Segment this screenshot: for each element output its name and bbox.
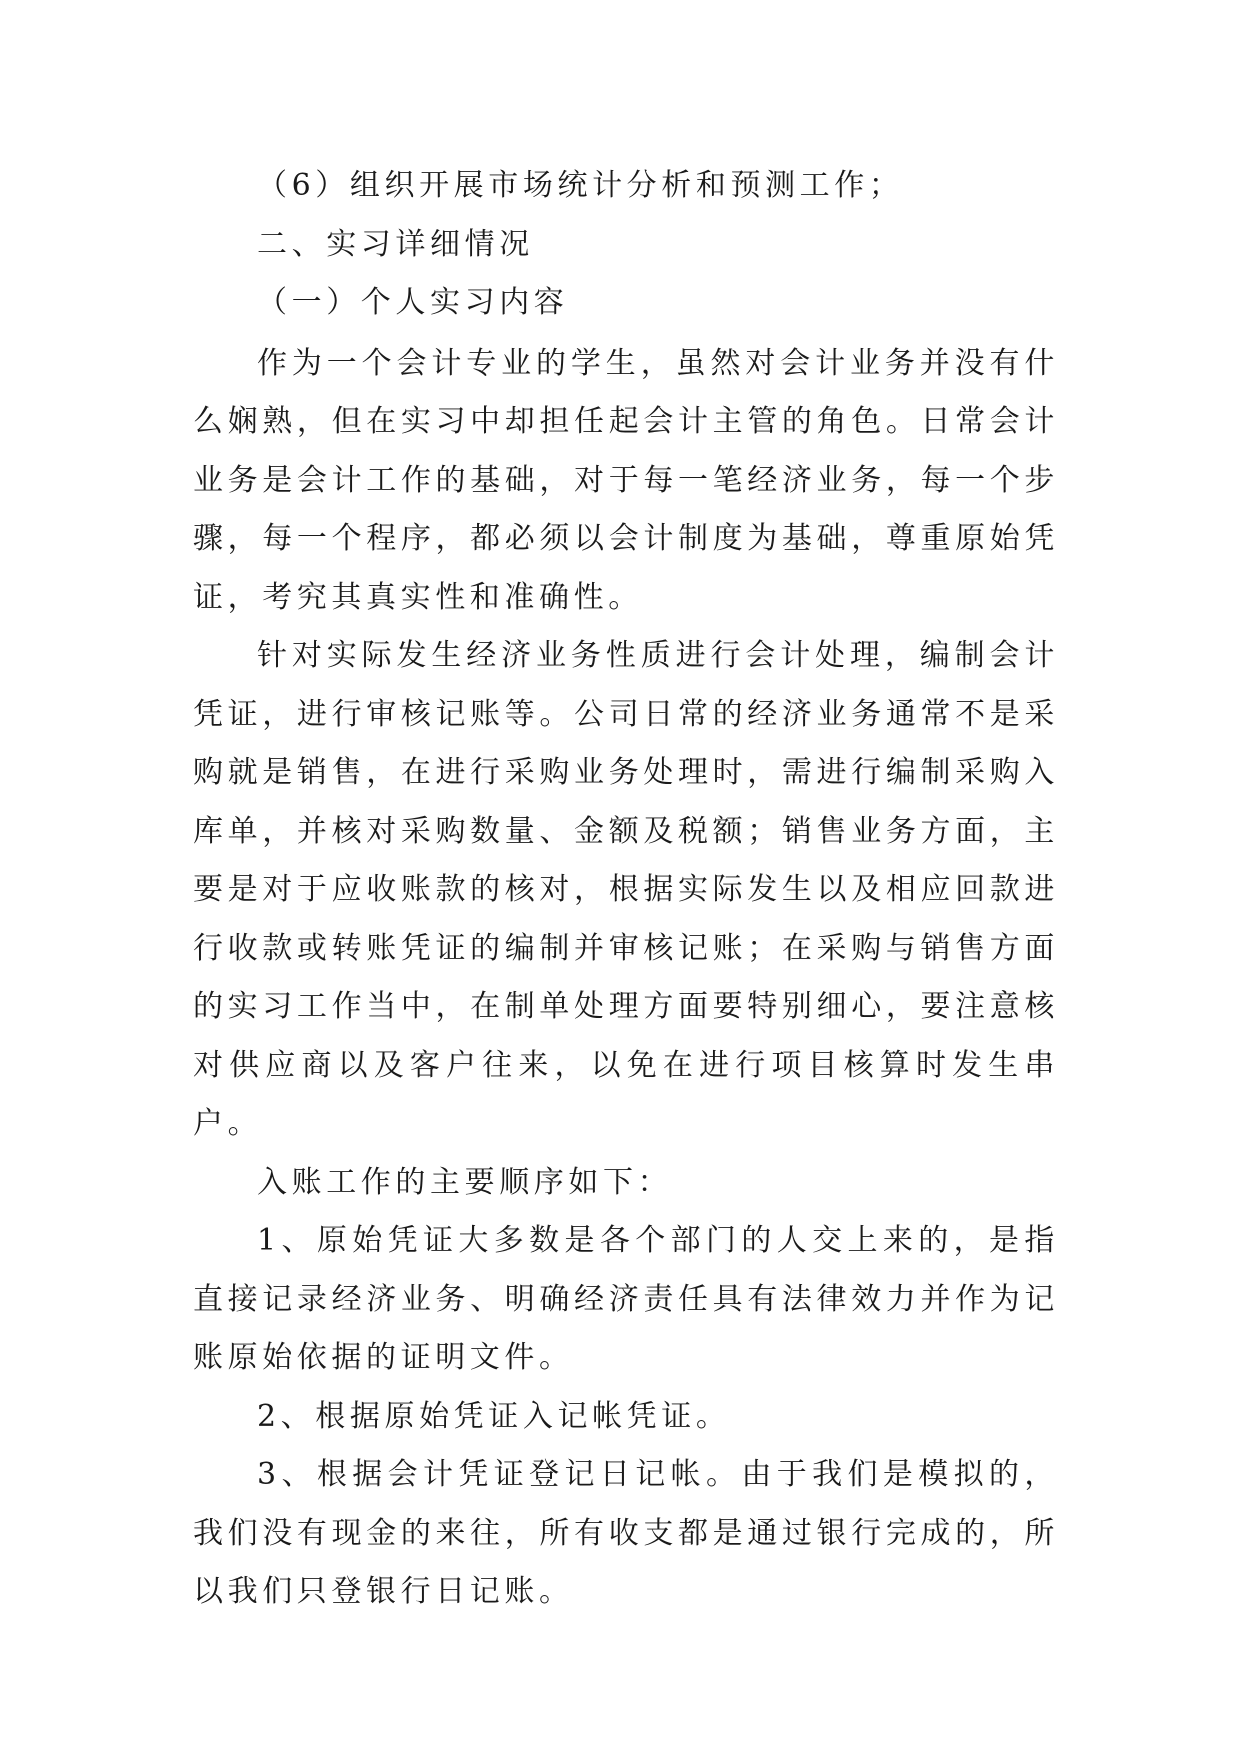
subsection-heading: （一）个人实习内容 <box>257 285 569 320</box>
document-body <box>193 157 1059 1622</box>
list-item: 1、原始凭证大多数是各个部门的人交上来的，是指直接记录经济业务、明确经济责任具有法律效力并作为记账原始依据的证明文件。 <box>193 1223 1059 1375</box>
body-paragraph: 作为一个会计专业的学生，虽然对会计业务并没有什么娴熟，但在实习中却担任起会计主管的角色。日常会计业务是会计工作的基础，对于每一笔经济业务，每一个步骤，每一个程序，都必须以会计制度为基础，尊重原始凭证，考究其真实性和准确性。 <box>193 345 1059 615</box>
list-item: 3、根据会计凭证登记日记帐。由于我们是模拟的，我们没有现金的来往，所有收支都是通过银行完成的，所以我们只登银行日记账。 <box>193 1457 1059 1609</box>
list-item-6: （6）组织开展市场统计分析和预测工作； <box>257 168 904 203</box>
body-paragraph: 入账工作的主要顺序如下： <box>257 1164 673 1200</box>
body-paragraph: 针对实际发生经济业务性质进行会计处理，编制会计凭证，进行审核记账等。公司日常的经济业务通常不是采购就是销售，在进行采购业务处理时，需进行编制采购入库单，并核对采购数量、金额及税额；销售业务方面，主要是对于应收账款的核对，根据实际发生以及相应回款进行收款或转账凭证的编制并审核记账；在采购与销售方面的实习工作当中，在制单处理方面要特别细心，要注意核对供应商以及客户往来，以免在进行项目核算时发生串户。 <box>193 638 1059 1141</box>
list-item: 2、根据原始凭证入记帐凭证。 <box>257 1398 731 1434</box>
section-heading: 二、实习详细情况 <box>257 226 534 262</box>
